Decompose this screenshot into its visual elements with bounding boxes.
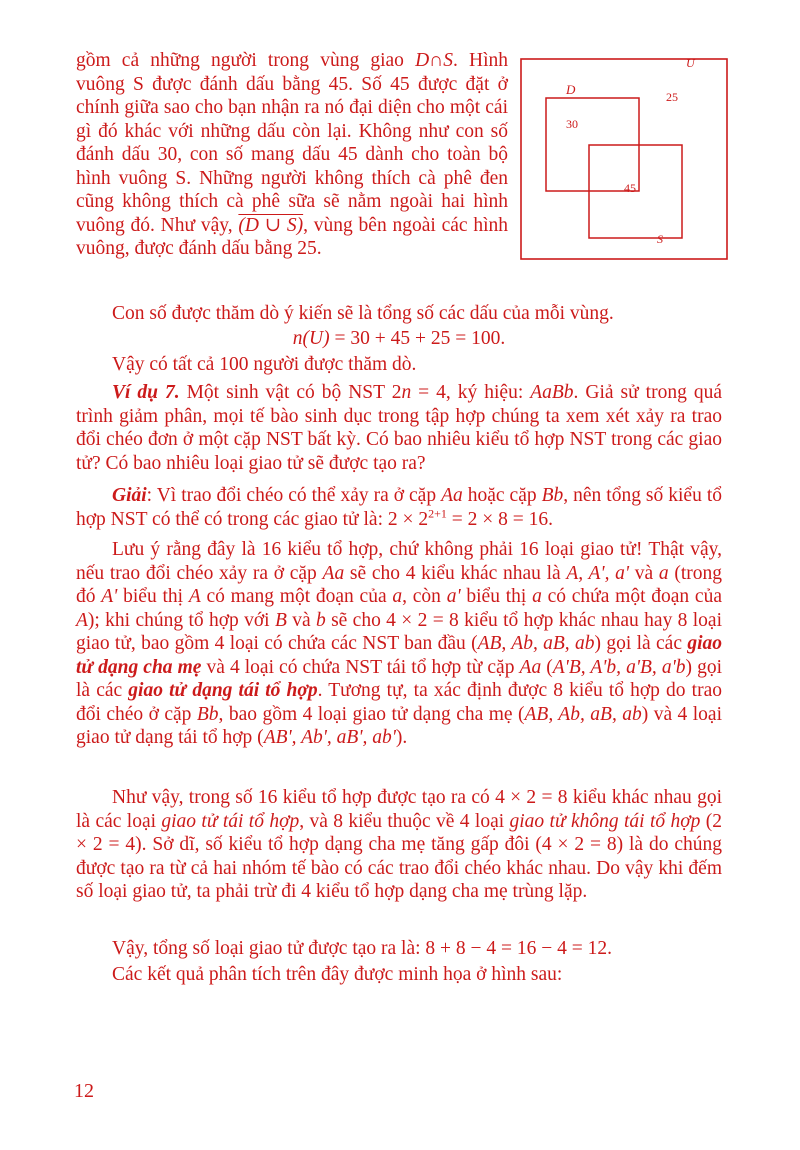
gamete-list: AB, Ab, aB, ab <box>477 633 595 654</box>
gamete-list: A'B, A'b, a'B, a'b <box>552 656 686 678</box>
text: Như vậy, trong số 16 kiểu tổ hợp được tạo ra có 4 × 2 = 8 kiểu khác nhau gọi là các loại <box>76 787 722 832</box>
text: ); khi chúng tổ hợp với <box>87 609 275 631</box>
pair-aa: Aa <box>322 562 345 584</box>
venn-label-30: 30 <box>566 117 578 131</box>
venn-label-25: 25 <box>666 90 678 104</box>
term-non-recombinant: giao tử không tái tổ hợp <box>509 810 701 832</box>
gamete-list: AB, Ab, aB, ab <box>524 703 642 725</box>
paragraph-note <box>76 538 722 750</box>
pair-aa: Aa <box>519 656 542 678</box>
text: ) và 4 loại giao tử dạng tái tổ hợp ( <box>76 703 722 748</box>
math-intersection: D∩S <box>415 50 453 71</box>
text: , vùng bên ngoài các hình vuông, được đánh dấu bằng 25. <box>76 214 508 259</box>
text: Lưu ý rằng đây là 16 kiểu tổ hợp, chứ không phải 16 loại giao tử! Thật vậy, nếu trao đổi chéo xảy ra ở cặp <box>76 539 722 584</box>
paragraph-figure-intro: Các kết quả phân tích trên đây được minh họa ở hình sau: <box>112 964 563 985</box>
venn-label-u: U <box>686 56 695 70</box>
allele: a' <box>446 586 461 607</box>
text: có mang một đoạn của <box>200 586 393 607</box>
allele: A <box>188 586 201 607</box>
text: và <box>629 562 659 584</box>
example-label: Ví dụ 7. <box>112 382 180 403</box>
pair-aa: Aa <box>441 485 463 506</box>
text: và 4 loại có chứa NST tái tổ hợp từ cặp <box>201 656 520 678</box>
allele: a <box>658 562 669 584</box>
math-n: n <box>292 328 303 349</box>
math-n: n <box>401 382 412 403</box>
text: (trong đó <box>76 562 723 607</box>
venn-label-45: 45 <box>624 181 636 195</box>
allele: b <box>315 609 326 631</box>
text: . Giả sử trong quá trình giảm phân, mọi tế bào sinh dục trong tập hợp chúng ta xem xét xảy ra trao đổi chéo đơn ở một cặp NST bất kỳ. Có bao nhiêu kiểu tổ hợp NST trong các giao tử? Có bao nhiêu loại giao tử sẽ được tạo ra? <box>76 382 722 474</box>
allele: A' <box>101 586 118 607</box>
text: ) gọi là các <box>594 633 688 654</box>
text: . Hình vuông S được đánh dấu bằng 45. Số 45 được đặt ở chính giữa sao cho bạn nhận ra nó đại diện cho một cái gì đó khác với những dấu còn lại. Không như con số đánh dấu 30, con số mang dấu 45 dành cho toàn bộ hình vuông S. Những người không thích cà phê đen cũng không thích cà phê sữa sẽ nằm ngoài hai hình vuông đó. Như vậy, <box>76 50 508 236</box>
text: , nên tổng số kiểu tổ hợp NST có thể có trong các giao tử là: 2 × 2 <box>76 485 722 530</box>
paragraph-total-gametes: Vậy, tổng số loại giao tử được tạo ra là: 8 + 8 − 4 = 16 − 4 = 12. <box>112 938 613 959</box>
text: gồm cả những người trong vùng giao <box>76 50 416 71</box>
text: ). <box>395 727 408 748</box>
paragraph-conclusion <box>76 786 722 904</box>
gamete-list: AB', Ab', aB', ab' <box>263 727 396 748</box>
text: ( <box>541 656 553 678</box>
pair-bb: Bb <box>541 485 564 506</box>
venn-diagram <box>520 58 728 260</box>
math-rest: = 30 + 45 + 25 = 100. <box>329 328 506 349</box>
allele: A <box>76 609 88 631</box>
text: biểu thị <box>460 586 533 607</box>
text: ) gọi là các <box>76 656 722 701</box>
allele: a <box>392 586 403 607</box>
exponent: 2+1 <box>428 506 447 520</box>
text: sẽ cho 4 × 2 = 8 kiểu tổ hợp khác nhau hay 8 loại giao tử, bao gồm 4 loại có chứa các NST ban đầu ( <box>76 609 722 654</box>
text: biểu thị <box>117 586 189 607</box>
paragraph-total-surveyed: Vậy có tất cả 100 người được thăm dò. <box>112 354 417 375</box>
allele: a <box>532 586 542 607</box>
text: (2 × 2 = 4). Sở dĩ, số kiểu tổ hợp dạng cha mẹ tăng gấp đôi (4 × 2 = 8) là do chúng được tạo ra từ cả hai nhóm tế bào có các trao đổi chéo khác nhau. Do vậy khi đếm số loại giao tử, ta phải trừ đi 4 kiểu tổ hợp dạng cha mẹ trùng lặp. <box>76 810 723 902</box>
term-recombinant-gamete: giao tử dạng tái tổ hợp <box>128 680 318 701</box>
term-parental-gamete: giao tử dạng cha mẹ <box>76 633 723 678</box>
paragraph-example-7 <box>76 381 722 475</box>
pair-bb: Bb <box>196 703 219 725</box>
text: , và 8 kiểu thuộc về 4 loại <box>299 810 510 832</box>
text: Một sinh vật có bộ NST 2 <box>179 382 402 403</box>
text: : Vì trao đổi chéo có thể xảy ra ở cặp <box>146 485 442 506</box>
text: và <box>286 609 316 631</box>
venn-label-d: D <box>566 82 576 97</box>
text: = 2 × 8 = 16. <box>446 508 554 530</box>
page-number: 12 <box>74 1080 94 1102</box>
solution-label: Giải <box>112 485 147 506</box>
text: . Tương tự, ta xác định được 8 kiểu tổ hợp do trao đổi chéo ở cặp <box>76 680 722 725</box>
math-u: (U) <box>302 328 330 349</box>
text: , còn <box>402 586 447 607</box>
text: hoặc cặp <box>462 485 542 506</box>
paragraph-venn-explanation <box>76 49 508 261</box>
math-complement-union: (D ∪ S) <box>238 214 304 236</box>
text: , bao gồm 4 loại giao tử dạng cha mẹ ( <box>218 703 525 725</box>
venn-label-s: S <box>657 232 663 246</box>
equation-total <box>76 327 722 351</box>
genotype: AaBb <box>530 382 574 403</box>
term-recombinant: giao tử tái tổ hợp <box>161 810 300 832</box>
text: = 4, ký hiệu: <box>411 382 531 403</box>
allele: B <box>274 609 287 631</box>
allele-list: A, A', a' <box>566 562 630 584</box>
paragraph-solution <box>76 484 722 531</box>
paragraph-sum-intro: Con số được thăm dò ý kiến sẽ là tổng số các dấu của mỗi vùng. <box>112 303 614 324</box>
text: sẽ cho 4 kiểu khác nhau là <box>344 562 567 584</box>
universe-rect <box>521 59 727 259</box>
text: có chứa một đoạn của <box>541 586 722 607</box>
